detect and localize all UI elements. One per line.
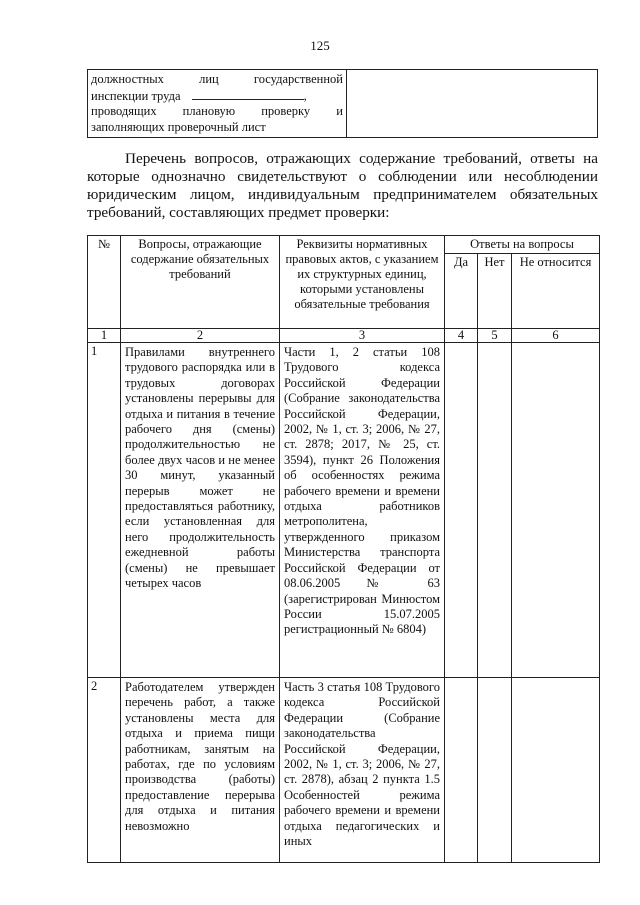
row-question: Работодателем утвержден перечень работ, а также установлены места для отдыха и приема пищи работникам, занятым на работах, где по условиям производства (работы) предоставление перерыва для отдыха и питания невозможно (121, 678, 280, 863)
checklist-table (87, 235, 600, 863)
header-no: № (88, 236, 121, 329)
header-yes: Да (445, 254, 478, 329)
inspectors-line-1: должностных лиц государственной (91, 72, 343, 86)
inspectors-cell (88, 70, 347, 138)
answer-no-cell[interactable] (478, 678, 512, 863)
answer-not-applicable-cell[interactable] (512, 343, 600, 678)
column-number: 2 (121, 329, 280, 343)
answer-yes-cell[interactable] (445, 678, 478, 863)
header-questions: Вопросы, отражающие содержание обязательных требований (121, 236, 280, 329)
page-number: 125 (310, 38, 330, 53)
header-not-applicable: Не относится (512, 254, 600, 329)
signatures-table (87, 69, 598, 138)
column-number: 4 (445, 329, 478, 343)
answer-no-cell[interactable] (478, 343, 512, 678)
header-requisites: Реквизиты нормативных правовых актов, с указанием их структурных единиц, которыми установлены обязательные требования (280, 236, 445, 329)
row-requisites: Часть 3 статья 108 Трудового кодекса Российской Федерации (Собрание законодательства Российской Федерации, 2002, № 1, ст. 3; 2006, № 27, ст. 2878), абзац 2 пункта 1.5 Особенностей режима рабочего времени и времени отдыха педагогических и иных (280, 678, 445, 863)
row-question: Правилами внутреннего трудового распорядка или в трудовых договорах установлены перерывы для отдыха и питания в течение рабочего дня (смены) продолжительностью не более двух часов и не менее 30 минут, указанный перерыв может не предоставляться работнику, если установленная для него продолжительность ежедневной работы (смены) не превышает четырех часов (121, 343, 280, 678)
header-no-answer: Нет (478, 254, 512, 329)
section-heading: Перечень вопросов, отражающих содержание требований, ответы на которые однозначно свидетельствуют о соблюдении или несоблюдении юридическим лицом, индивидуальным предпринимателем обязательных требований, составляющих предмет проверки: (87, 150, 598, 221)
column-number: 1 (88, 329, 121, 343)
inspectors-line-2: инспекции труда , (91, 89, 307, 104)
blank-field (192, 87, 304, 100)
column-number: 5 (478, 329, 512, 343)
column-number: 3 (280, 329, 445, 343)
row-requisites: Части 1, 2 статьи 108 Трудового кодекса Российской Федерации (Собрание законодательства Российской Федерации, 2002, № 1, ст. 3; 2006, № 27, ст. 2878; 2017, № 25, ст. 3594), пункт 26 Положения об особенностях режима рабочего времени и времени отдыха работников метрополитена, утвержденного приказом Министерства транспорта Российской Федерации от 08.06.2005 № 63 (зарегистрирован Минюстом России 15.07.2005 регистрационный № 6804) (280, 343, 445, 678)
inspectors-line-3: проводящих плановую проверку и (91, 104, 343, 119)
answer-not-applicable-cell[interactable] (512, 678, 600, 863)
column-numbers-row (88, 329, 600, 343)
row-number: 2 (88, 678, 121, 863)
answer-yes-cell[interactable] (445, 343, 478, 678)
table-row (88, 678, 600, 863)
header-answers: Ответы на вопросы (445, 236, 600, 254)
table-row (88, 343, 600, 678)
row-number: 1 (88, 343, 121, 678)
column-number: 6 (512, 329, 600, 343)
signature-cell (347, 70, 598, 138)
inspectors-line-4: заполняющих проверочный лист (91, 119, 266, 134)
